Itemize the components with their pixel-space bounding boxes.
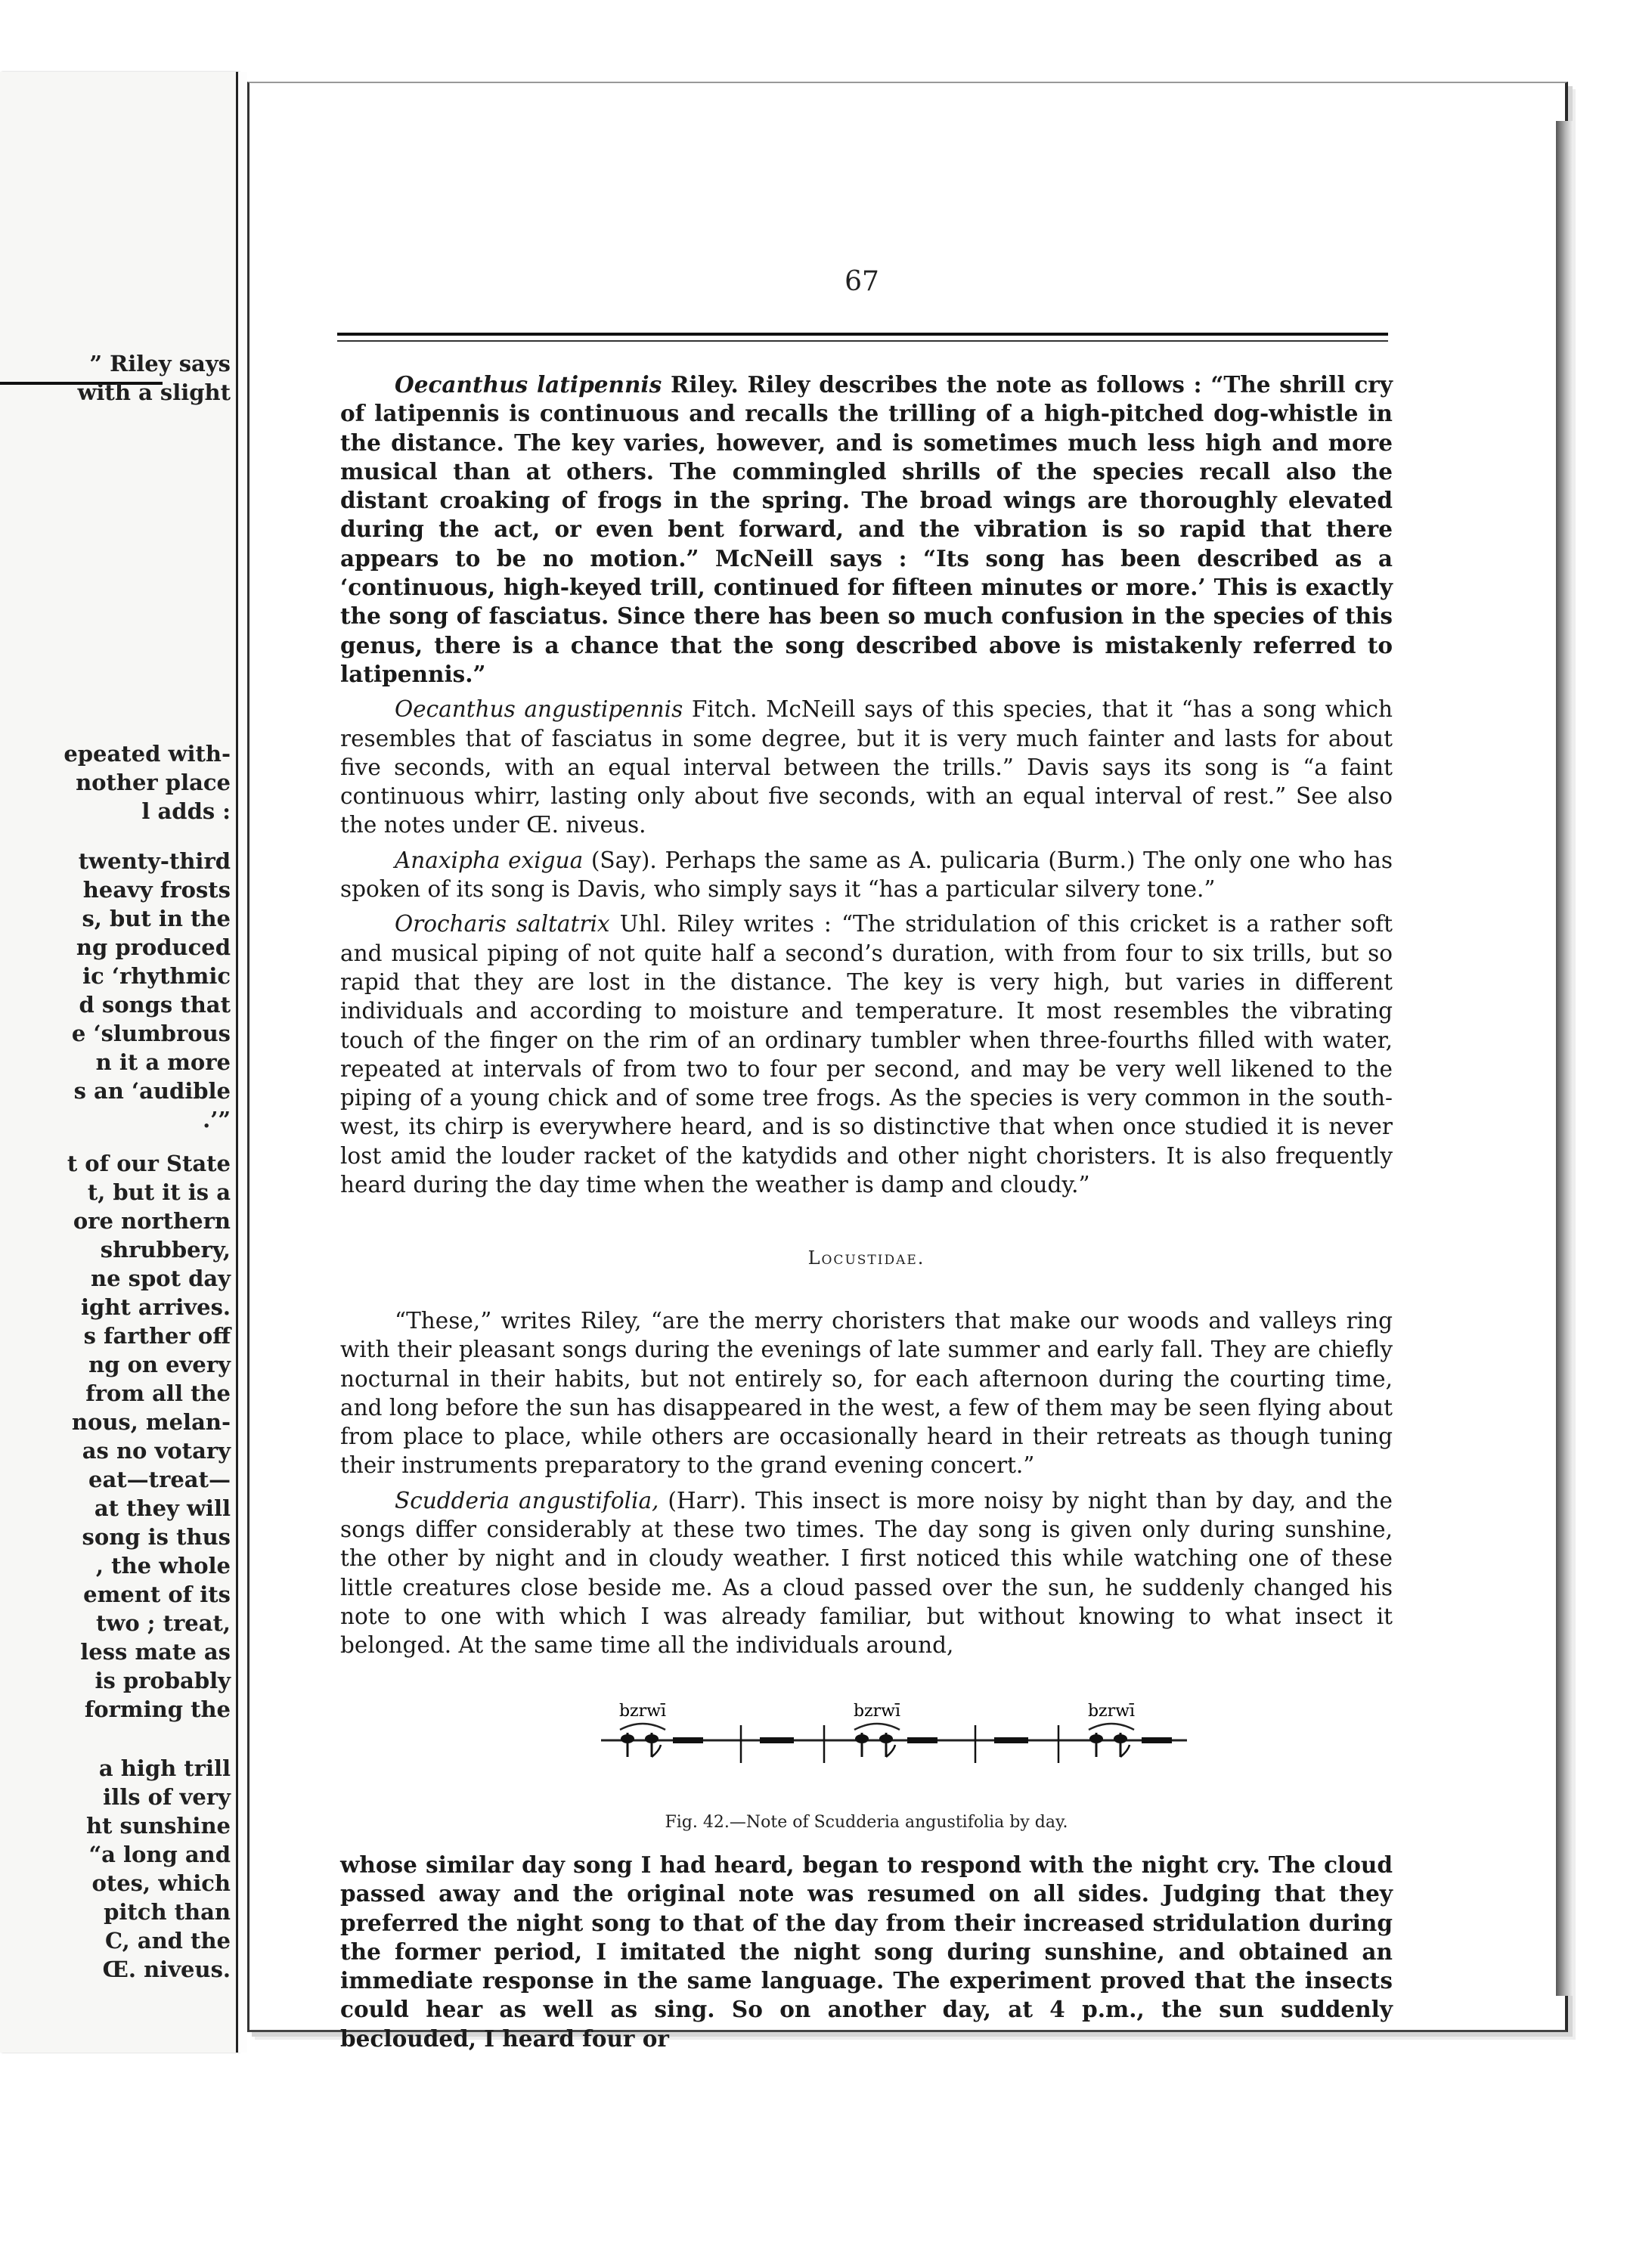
- left-page-line: ng produced: [76, 934, 231, 960]
- left-page-line: t of our State: [67, 1151, 231, 1176]
- paragraph-anaxipha-exigua: [340, 846, 1393, 904]
- paragraph-scudderia-angustifolia: [340, 1486, 1393, 1660]
- left-page-line: from all the: [85, 1380, 231, 1406]
- slur-3: [1089, 1724, 1134, 1730]
- page-number: 67: [844, 266, 879, 297]
- left-page-line: ills of very: [103, 1784, 231, 1810]
- rest: [760, 1737, 794, 1743]
- left-page-line: s farther off: [83, 1323, 231, 1349]
- left-page-line: ement of its: [83, 1582, 231, 1607]
- left-page-line: twenty-third: [78, 848, 231, 874]
- left-page-line: s, but in the: [82, 906, 231, 931]
- syllable-label-2: bzrwī: [853, 1702, 901, 1721]
- left-page-line: ic ‘rhythmic: [82, 963, 231, 989]
- species-name: Orocharis saltatrix: [395, 911, 610, 937]
- paragraph-text: “These,” writes Riley, “are the merry choristers that make our woods and valleys ring with their pleasant songs during the evenings of late summer and early fall. They are chiefly nocturnal in their habits, but not entirely so, for each afternoon during the courting time, and long before the sun has disappeared in the west, a few of them may be seen flying about from place to place, while others are occasionally heard in their retreats as though tuning their instruments preparatory to the grand evening concert.”: [340, 1308, 1393, 1479]
- left-page-line: C, and the: [105, 1928, 231, 1954]
- slur-2: [854, 1724, 900, 1730]
- left-page-line: otes, which: [91, 1870, 231, 1896]
- left-page-line: n it a more: [95, 1049, 231, 1075]
- paragraph-text: Fitch. McNeill says of this species, that it “has a song which resembles that of fasciatus in some degree, but it is very much fainter and lasts for about five seconds, with an equal interval between the trills.” Davis says its song is “a faint continuous whirr, lasting only about five seconds, with an equal interval of rest.” See also the notes under Œ. niveus.: [340, 696, 1393, 838]
- left-page-line: ight arrives.: [81, 1294, 231, 1320]
- paragraph-locustidae-intro: [340, 1306, 1393, 1480]
- left-page-line: t, but it is a: [87, 1179, 231, 1205]
- paragraph-continuation: [340, 1851, 1393, 2053]
- species-name: Scudderia angustifolia,: [395, 1487, 659, 1514]
- text-block-lower: [340, 1851, 1393, 2059]
- left-page-line: with a slight: [77, 380, 231, 405]
- left-page-line: eat—treat—: [88, 1467, 231, 1492]
- left-page-line: l adds :: [141, 798, 231, 824]
- note-group-3: [1089, 1733, 1172, 1757]
- slur-1: [620, 1724, 665, 1730]
- left-page-line: forming the: [84, 1696, 231, 1722]
- left-page-line: s an ‘audible: [73, 1078, 231, 1104]
- left-page-line: song is thus: [82, 1524, 231, 1550]
- left-page-line: is probably: [95, 1668, 231, 1693]
- species-name: Oecanthus angustipennis: [395, 696, 683, 723]
- left-page-line: as no votary: [82, 1438, 231, 1464]
- figure-caption: Fig. 42.—Note of Scudderia angustifolia by day.: [665, 1813, 1068, 1832]
- section-heading: Locustidae.: [807, 1247, 925, 1269]
- left-page-line: ore northern: [73, 1208, 231, 1234]
- left-page-line: ht sunshine: [85, 1813, 231, 1839]
- paragraph-text: (Say). Perhaps the same as A. pulicaria (Burm.) The only one who has spoken of its song is Davis, who simply says it “has a particular silvery tone.”: [340, 847, 1393, 903]
- paragraph-text: Uhl. Riley writes : “The stridulation of this cricket is a rather soft and musical piping of not quite half a second’s duration, with from four to six trills, but so rapid that they are lost in the distance. The key is very high, but varies in different individuals and according to moisture and temperature. It most resembles the vibrating touch of the finger on the rim of an ordinary tumbler when three-fourths filled with water, repeated at intervals of from two to four per second, and may be very well likened to the piping of a young chick and of some tree frogs. As the species is very common in the south-west, its chirp is everywhere heard, and is so distinctive that when once studied it is never lost amid the louder racket of the katydids and other night choristers. It is also frequently heard during the day time when the weather is damp and cloudy.”: [340, 911, 1393, 1198]
- left-page-line: d songs that: [79, 992, 231, 1018]
- text-block-middle: [340, 1306, 1393, 1666]
- left-page-line: nous, melan-: [71, 1409, 231, 1435]
- header-rule-thick: [337, 333, 1388, 336]
- left-page-line: ng on every: [88, 1352, 231, 1377]
- left-page-line: shrubbery,: [100, 1237, 231, 1263]
- left-page-line: heavy frosts: [82, 877, 231, 903]
- paragraph-oecanthus-latipennis: [340, 370, 1393, 689]
- note-group-1: [621, 1733, 703, 1757]
- left-page-line: two ; treat,: [95, 1610, 231, 1636]
- paragraph-orocharis-saltatrix: [340, 909, 1393, 1199]
- species-name: Oecanthus latipennis: [395, 371, 662, 398]
- header-rule-thin: [337, 340, 1388, 342]
- left-page-line: e ‘slumbrous: [71, 1021, 231, 1046]
- notation-svg: [590, 1693, 1195, 1784]
- left-page-line: Œ. niveus.: [102, 1957, 231, 1982]
- left-page-line: nother place: [76, 770, 231, 795]
- left-page-line: “a long and: [88, 1842, 231, 1867]
- left-page-line: a high trill: [98, 1755, 231, 1781]
- paragraph-text: (Harr). This insect is more noisy by night than by day, and the songs differ considerably at these two times. The day song is given only during sunshine, the other by night and in cloudy weather. I first noticed this while watching one of these little creatures close beside me. As a cloud passed over the sun, he suddenly changed his note to one with which I was already familiar, but without knowing to what insect it belonged. At the same time all the individuals around,: [340, 1487, 1393, 1659]
- figure-42-notation: [590, 1693, 1195, 1784]
- left-page-line: .’”: [203, 1107, 231, 1132]
- page-edge: [1556, 121, 1573, 1996]
- left-page-line: pitch than: [104, 1899, 231, 1925]
- left-page-line: ne spot day: [91, 1266, 231, 1291]
- paragraph-text: Riley. Riley describes the note as follows : “The shrill cry of latipennis is continuous and recalls the trilling of a high-pitched dog-whistle in the distance. The key varies, however, and is sometimes much less high and more musical than at others. The commingled shrills of the species recall also the distant croaking of frogs in the spring. The broad wings are thoroughly elevated during the act, or even bent forward, and the vibration is so rapid that there appears to be no motion.” McNeill says : “Its song has been described as a ‘continuous, high-keyed trill, continued for fifteen minutes or more.’ This is exactly the song of fasciatus. Since there has been so much confusion in the species of this genus, there is a chance that the song described above is mistakenly referred to latipennis.”: [340, 371, 1393, 687]
- left-page-line: less mate as: [80, 1639, 231, 1665]
- syllable-label-3: bzrwī: [1087, 1702, 1136, 1721]
- species-name: Anaxipha exigua: [395, 847, 584, 873]
- paragraph-oecanthus-angustipennis: [340, 695, 1393, 839]
- paragraph-text: whose similar day song I had heard, began to respond with the night cry. The cloud passed away and the original note was resumed on all sides. Judging that they preferred the night song to that of the day from their increased stridulation during the former period, I imitated the night song during sunshine, and obtained an immediate response in the same language. The experiment proved that the insects could hear as well as sing. So on another day, at 4 p.m., the sun suddenly beclouded, I heard four or: [340, 1851, 1393, 2052]
- gutter: [238, 72, 247, 2053]
- left-page-line: ” Riley says: [89, 351, 231, 376]
- syllable-label-1: bzrwī: [618, 1702, 667, 1721]
- left-page-line: , the whole: [95, 1553, 231, 1579]
- left-page-line: epeated with-: [64, 741, 231, 767]
- note-group-2: [855, 1733, 937, 1757]
- rest: [994, 1737, 1028, 1743]
- left-page-line: at they will: [94, 1495, 231, 1521]
- text-block-upper: [340, 370, 1393, 1205]
